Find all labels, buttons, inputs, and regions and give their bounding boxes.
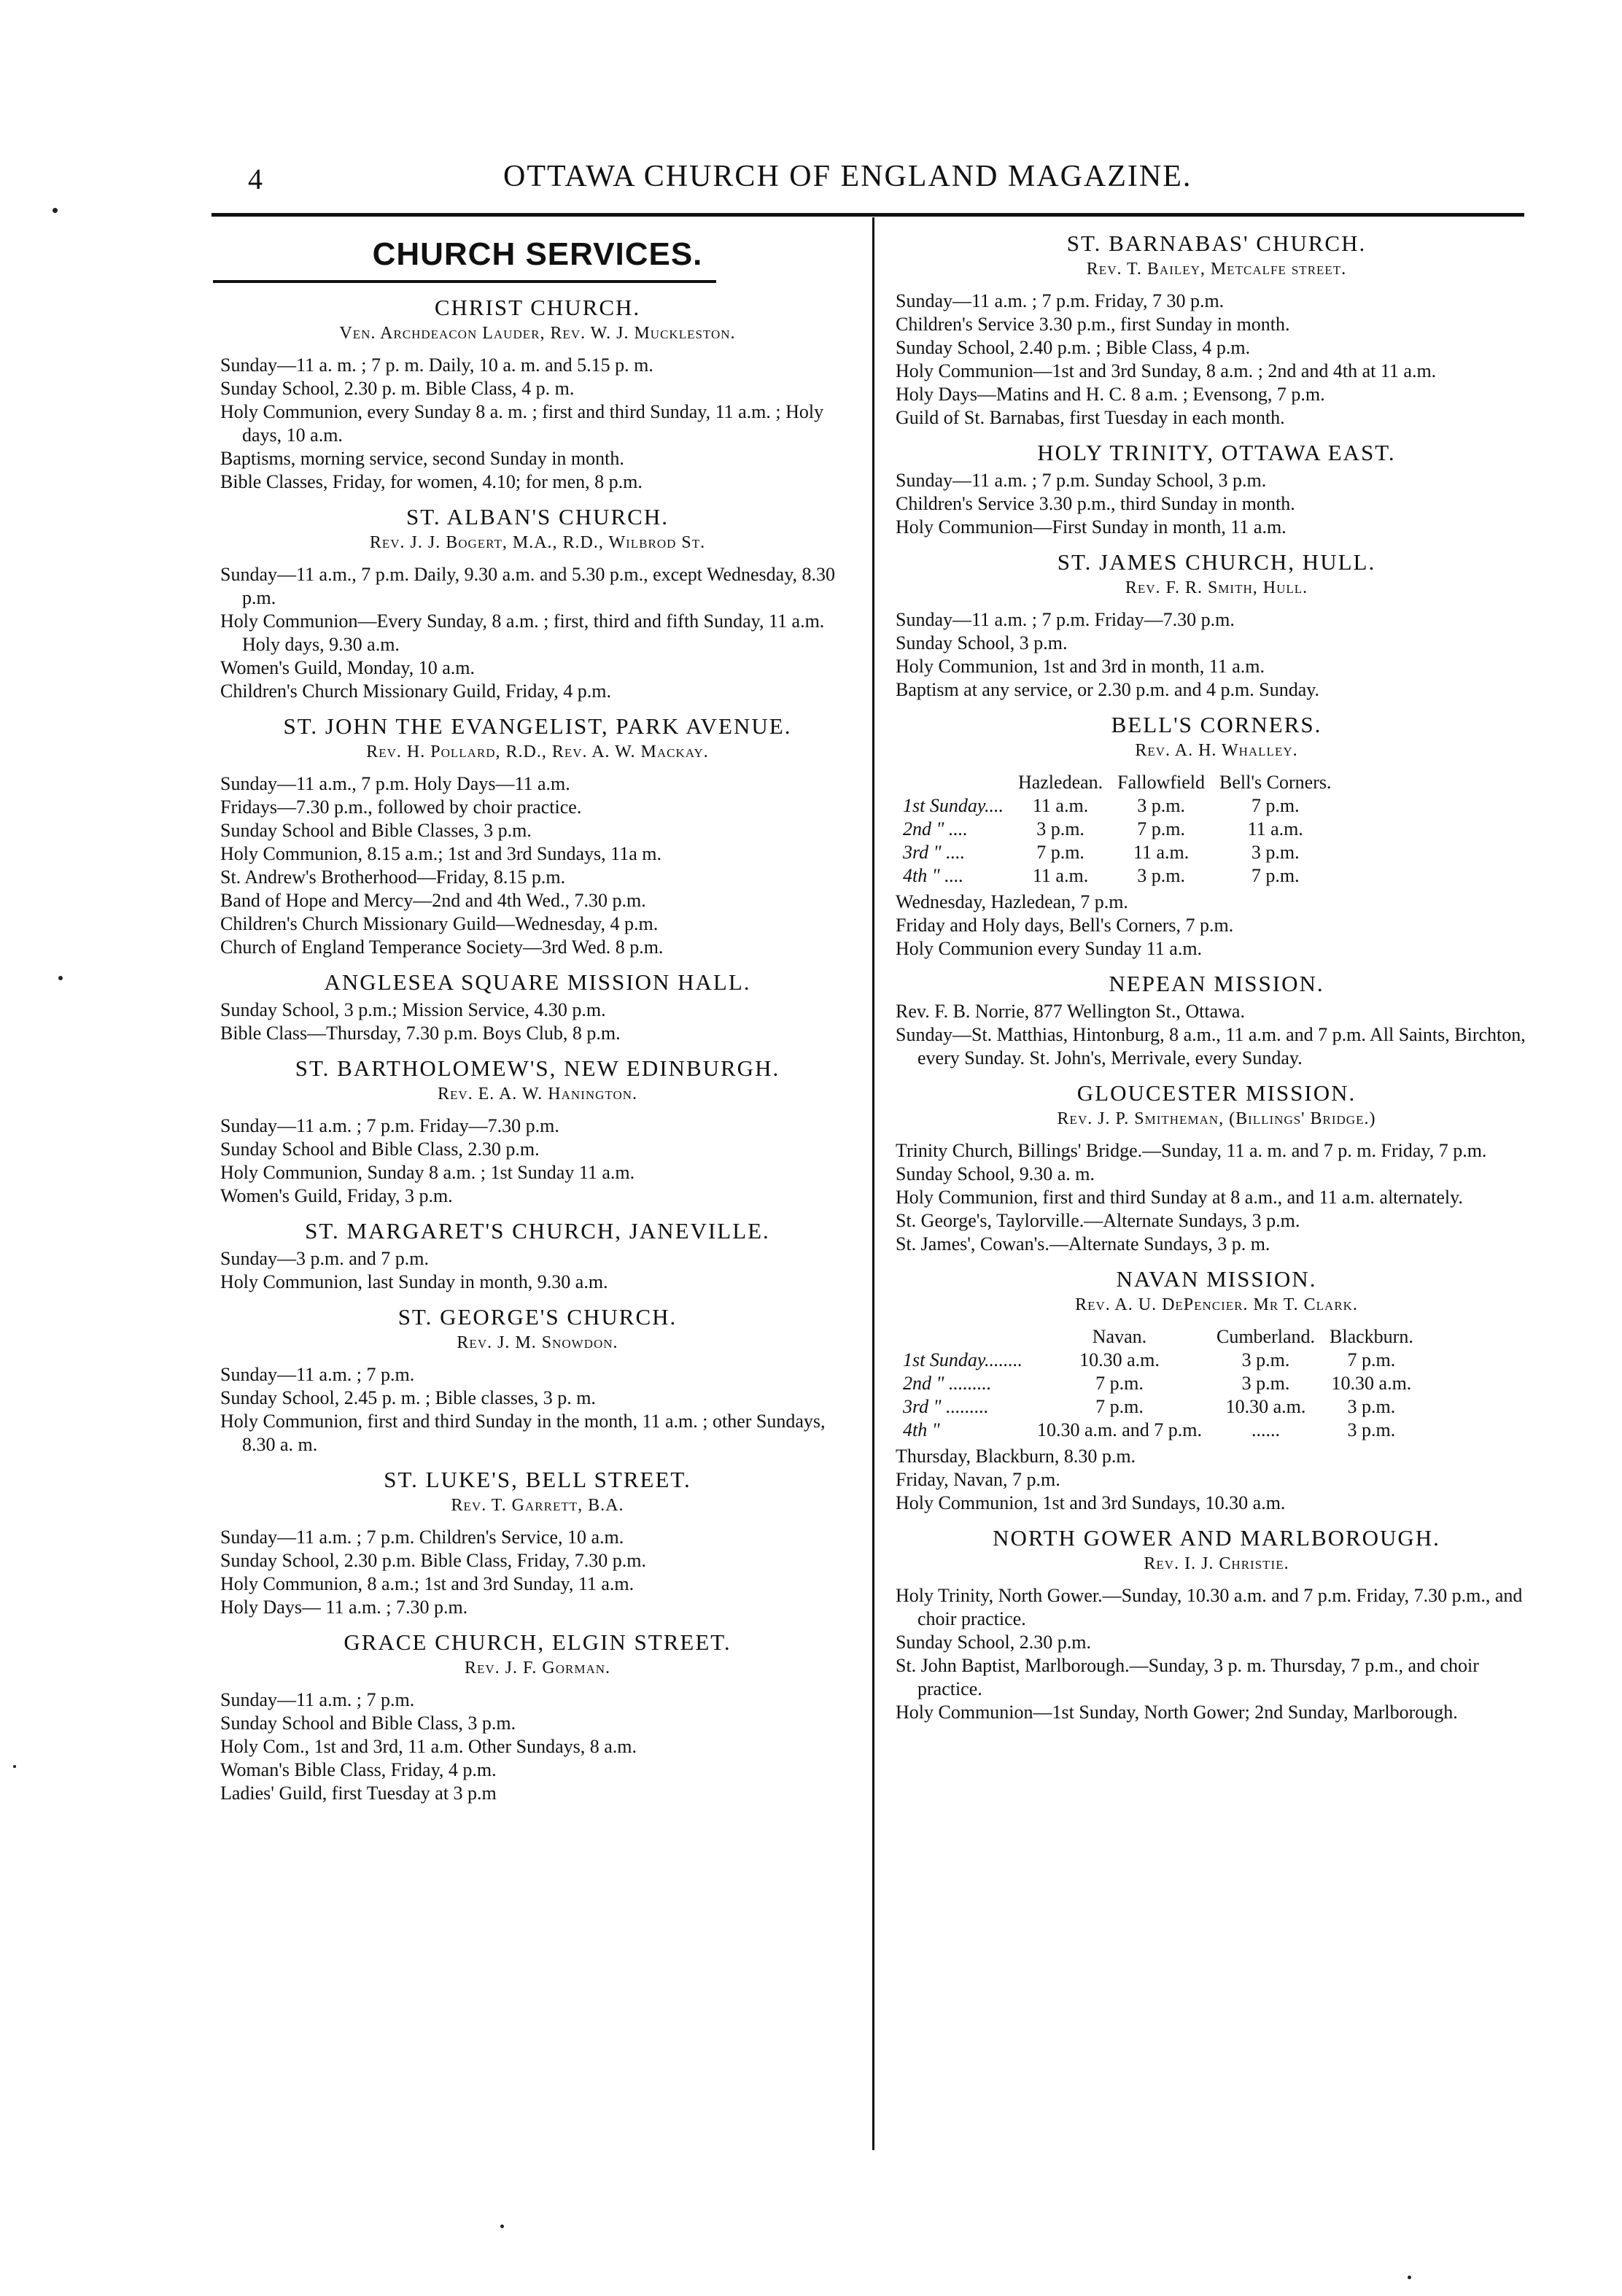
service-line: Sunday School, 2.40 p.m. ; Bible Class, 4 p.m. <box>896 337 1251 358</box>
section-title: GLOUCESTER MISSION. <box>1076 1080 1357 1106</box>
service-lines <box>213 563 862 703</box>
scan-speck <box>58 976 63 980</box>
service-line: Friday, Navan, 7 p.m. <box>896 1469 1060 1490</box>
service-line: Holy Communion—1st and 3rd Sunday, 8 a.m. ; 2nd and 4th at 11 a.m. <box>896 360 1437 381</box>
service-line: Sunday—11 a.m. ; 7 p.m. Friday—7.30 p.m. <box>896 609 1235 630</box>
service-line: St. George's, Taylorville.—Alternate Sundays, 3 p.m. <box>896 1210 1300 1231</box>
section-clergy: Rev. H. Pollard, R.D., Rev. A. W. Mackay. <box>366 742 709 761</box>
service-line: Band of Hope and Mercy—2nd and 4th Wed., 7.30 p.m. <box>220 890 646 911</box>
schedule-header-row <box>896 1325 1421 1349</box>
schedule-time: 3 p.m. <box>1251 842 1300 863</box>
schedule-row <box>896 841 1338 864</box>
service-line: Holy Communion—1st Sunday, North Gower; 2nd Sunday, Marlborough. <box>896 1702 1458 1723</box>
section-title: NORTH GOWER AND MARLBOROUGH. <box>993 1525 1440 1551</box>
service-line: Children's Church Missionary Guild—Wednesday, 4 p.m. <box>220 913 659 934</box>
schedule-day: 1st Sunday.... <box>903 795 1004 816</box>
section-clergy: Rev. T. Bailey, Metcalfe street. <box>1086 260 1347 279</box>
section-title: ANGLESEA SQUARE MISSION HALL. <box>324 969 751 995</box>
section-clergy: Rev. T. Garrett, B.A. <box>451 1496 624 1515</box>
service-lines <box>213 354 862 494</box>
schedule-time: 3 p.m. <box>1137 865 1185 886</box>
schedule-day: 4th " .... <box>903 865 964 886</box>
section-title: HOLY TRINITY, OTTAWA EAST. <box>1037 440 1396 465</box>
section-clergy: Rev. I. J. Christie. <box>1144 1554 1289 1573</box>
service-lines <box>888 469 1545 539</box>
north-gower-section <box>888 1525 1545 1724</box>
section-clergy: Rev. J. J. Bogert, M.A., R.D., Wilbrod St. <box>369 533 706 552</box>
service-line: Women's Guild, Monday, 10 a.m. <box>220 657 475 678</box>
service-line: Sunday—11 a.m., 7 p.m. Daily, 9.30 a.m. and 5.30 p.m., except Wednesday, 8.30 p.m. <box>220 564 836 608</box>
schedule-time: 11 a.m. <box>1133 842 1190 863</box>
gloucester-lines <box>888 1139 1545 1256</box>
schedule-column-header: Cumberland. <box>1216 1326 1316 1347</box>
service-line: Holy Communion, 1st and 3rd Sundays, 10.30 a.m. <box>896 1492 1286 1513</box>
schedule-header-row <box>896 771 1338 794</box>
section-title: ST. JOHN THE EVANGELIST, PARK AVENUE. <box>283 713 792 739</box>
service-lines <box>213 1114 862 1208</box>
service-line: St. John Baptist, Marlborough.—Sunday, 3 p. m. Thursday, 7 p.m., and choir practice. <box>896 1655 1479 1699</box>
service-line: Church of England Temperance Society—3rd Wed. 8 p.m. <box>220 936 664 958</box>
schedule-column-header: Fallowfield <box>1117 772 1206 793</box>
schedule-row <box>896 818 1338 841</box>
church-section <box>213 1055 862 1208</box>
left-column <box>213 226 862 1815</box>
schedule-time: 3 p.m. <box>1347 1419 1396 1440</box>
service-line: Holy Communion every Sunday 11 a.m. <box>896 938 1203 959</box>
scan-speck <box>1408 2276 1411 2279</box>
section-clergy: Rev. J. P. Smitheman, (Billings' Bridge.) <box>1057 1109 1376 1128</box>
schedule-day: 3rd " ......... <box>903 1396 989 1417</box>
service-lines <box>213 998 862 1045</box>
church-section <box>213 1629 862 1805</box>
schedule-row <box>896 1419 1421 1442</box>
schedule-column-header: Navan. <box>1092 1326 1147 1347</box>
navan-schedule <box>896 1325 1421 1442</box>
schedule-time: 7 p.m. <box>1095 1396 1144 1417</box>
service-line: Bible Classes, Friday, for women, 4.10; for men, 8 p.m. <box>220 471 643 492</box>
service-line: Rev. F. B. Norrie, 877 Wellington St., Ottawa. <box>896 1001 1245 1022</box>
service-line: Children's Service 3.30 p.m., third Sunday in month. <box>896 493 1295 514</box>
section-clergy: Rev. J. F. Gorman. <box>464 1659 611 1678</box>
church-section <box>213 969 862 1045</box>
left-sections <box>213 295 862 1805</box>
service-line: Sunday—11 a.m. ; 7 p.m. <box>220 1689 415 1710</box>
header-rule <box>212 213 1524 217</box>
service-line: Holy Communion—First Sunday in month, 11 a.m. <box>896 516 1287 538</box>
schedule-time: 10.30 a.m. <box>1079 1349 1160 1370</box>
service-line: Ladies' Guild, first Tuesday at 3 p.m <box>220 1783 497 1804</box>
service-line: Holy Days— 11 a.m. ; 7.30 p.m. <box>220 1597 468 1618</box>
service-line: Sunday—3 p.m. and 7 p.m. <box>220 1248 429 1269</box>
bells-corners-schedule <box>896 771 1338 888</box>
service-line: Sunday—11 a.m. ; 7 p.m. Friday—7.30 p.m. <box>220 1115 559 1136</box>
service-line: Women's Guild, Friday, 3 p.m. <box>220 1185 453 1206</box>
church-section <box>213 1467 862 1619</box>
service-line: Holy Days—Matins and H. C. 8 a.m. ; Evensong, 7 p.m. <box>896 384 1325 405</box>
schedule-row <box>896 864 1338 888</box>
service-line: Sunday School, 2.45 p. m. ; Bible classes, 3 p. m. <box>220 1387 596 1408</box>
service-line: Holy Communion, first and third Sunday in the month, 11 a.m. ; other Sundays, 8.30 a. m. <box>220 1411 826 1455</box>
service-line: Bible Class—Thursday, 7.30 p.m. Boys Club, 8 p.m. <box>220 1023 621 1044</box>
schedule-time: 3 p.m. <box>1036 818 1084 839</box>
service-line: Holy Communion—Every Sunday, 8 a.m. ; first, third and fifth Sunday, 11 a.m. Holy days, 9.30 a.m. <box>220 610 825 655</box>
schedule-row <box>896 794 1338 818</box>
schedule-time: ...... <box>1252 1419 1280 1440</box>
church-section <box>213 713 862 959</box>
service-line: Woman's Bible Class, Friday, 4 p.m. <box>220 1759 497 1780</box>
navan-section <box>888 1266 1545 1515</box>
service-line: Sunday School, 2.30 p.m. <box>896 1632 1091 1653</box>
section-clergy: Rev. A. U. DePencier. Mr T. Clark. <box>1075 1295 1358 1314</box>
section-title: ST. GEORGE'S CHURCH. <box>397 1304 678 1330</box>
service-line: Holy Com., 1st and 3rd, 11 a.m. Other Sundays, 8 a.m. <box>220 1736 637 1757</box>
service-line: Holy Communion, last Sunday in month, 9.30 a.m. <box>220 1271 608 1292</box>
schedule-row <box>896 1349 1421 1372</box>
service-line: Sunday School and Bible Class, 3 p.m. <box>220 1713 516 1734</box>
right-sections <box>888 230 1545 702</box>
service-lines <box>213 1526 862 1619</box>
schedule-day: 2nd " .... <box>903 818 968 839</box>
service-line: Friday and Holy days, Bell's Corners, 7 p.m. <box>896 915 1234 936</box>
schedule-column-header: Blackburn. <box>1330 1326 1413 1347</box>
schedule-row <box>896 1395 1421 1419</box>
church-section <box>213 295 862 494</box>
schedule-time: 7 p.m. <box>1251 795 1300 816</box>
schedule-column-header: Bell's Corners. <box>1219 772 1332 793</box>
section-clergy: Ven. Archdeacon Lauder, Rev. W. J. Muckleston. <box>339 324 736 343</box>
service-line: Fridays—7.30 p.m., followed by choir practice. <box>220 796 582 818</box>
schedule-time: 3 p.m. <box>1241 1373 1290 1394</box>
section-clergy: Rev. E. A. W. Hanington. <box>437 1085 638 1104</box>
schedule-day: 1st Sunday........ <box>903 1349 1023 1370</box>
navan-lines <box>888 1445 1545 1515</box>
section-title: CHRIST CHURCH. <box>434 295 641 320</box>
service-line: Baptisms, morning service, second Sunday in month. <box>220 448 624 469</box>
section-clergy: Rev. A. H. Whalley. <box>1135 741 1298 760</box>
section-title: ST. BARTHOLOMEW'S, NEW EDINBURGH. <box>295 1055 780 1081</box>
schedule-column-header <box>896 1325 1030 1349</box>
service-line: Holy Communion, first and third Sunday at 8 a.m., and 11 a.m. alternately. <box>896 1187 1463 1208</box>
section-title: GRACE CHURCH, ELGIN STREET. <box>344 1629 732 1655</box>
bells-corners-lines <box>888 891 1545 961</box>
schedule-time: 7 p.m. <box>1036 842 1084 863</box>
service-lines <box>213 1247 862 1294</box>
service-line: Baptism at any service, or 2.30 p.m. and 4 p.m. Sunday. <box>896 679 1320 700</box>
section-title: ST. BARNABAS' CHURCH. <box>1066 230 1367 256</box>
schedule-time: 7 p.m. <box>1251 865 1300 886</box>
nepean-section <box>888 971 1545 1070</box>
church-section <box>888 549 1545 702</box>
scan-speck <box>13 1765 16 1768</box>
column-divider <box>872 217 874 2150</box>
schedule-time: 3 p.m. <box>1347 1396 1396 1417</box>
church-section <box>888 230 1545 430</box>
schedule-time: 10.30 a.m. <box>1331 1373 1412 1394</box>
service-line: Sunday School and Bible Class, 2.30 p.m. <box>220 1139 540 1160</box>
service-line: Sunday School, 9.30 a. m. <box>896 1163 1095 1184</box>
schedule-time: 3 p.m. <box>1137 795 1185 816</box>
service-line: Holy Trinity, North Gower.—Sunday, 10.30 a.m. and 7 p.m. Friday, 7.30 p.m., and choir practice. <box>896 1585 1523 1629</box>
section-title: ST. LUKE'S, BELL STREET. <box>384 1467 691 1492</box>
magazine-title: OTTAWA CHURCH OF ENGLAND MAGAZINE. <box>503 160 1192 193</box>
service-line: Guild of St. Barnabas, first Tuesday in each month. <box>896 407 1285 428</box>
scan-speck <box>500 2225 504 2228</box>
schedule-time: 10.30 a.m. and 7 p.m. <box>1036 1419 1202 1440</box>
schedule-time: 11 a.m. <box>1247 818 1303 839</box>
service-line: Holy Communion, 8.15 a.m.; 1st and 3rd Sundays, 11a m. <box>220 843 661 864</box>
church-section <box>888 440 1545 539</box>
schedule-time: 7 p.m. <box>1095 1373 1144 1394</box>
service-line: Holy Communion, 8 a.m.; 1st and 3rd Sunday, 11 a.m. <box>220 1573 635 1594</box>
service-line: Sunday School, 3 p.m.; Mission Service, 4.30 p.m. <box>220 999 606 1020</box>
nepean-lines <box>888 1000 1545 1070</box>
schedule-time: 3 p.m. <box>1241 1349 1290 1370</box>
service-line: Sunday—11 a.m., 7 p.m. Holy Days—11 a.m. <box>220 773 570 794</box>
service-line: Trinity Church, Billings' Bridge.—Sunday, 11 a. m. and 7 p. m. Friday, 7 p.m. <box>896 1140 1487 1161</box>
section-title: NAVAN MISSION. <box>1116 1266 1317 1292</box>
service-line: Sunday—11 a.m. ; 7 p.m. Friday, 7 30 p.m. <box>896 290 1225 311</box>
schedule-day: 4th " <box>903 1419 940 1440</box>
service-lines <box>213 1688 862 1805</box>
section-title: BELL'S CORNERS. <box>1111 712 1322 737</box>
service-line: Holy Communion, 1st and 3rd in month, 11 a.m. <box>896 656 1265 677</box>
church-section <box>213 1304 862 1457</box>
service-line: Sunday—11 a.m. ; 7 p.m. <box>220 1364 415 1385</box>
service-line: Sunday—St. Matthias, Hintonburg, 8 a.m., 11 a.m. and 7 p.m. All Saints, Birchton, every Sunday. St. John's, Merrivale, every Sunday. <box>896 1024 1526 1069</box>
service-line: Sunday—11 a.m. ; 7 p.m. Children's Service, 10 a.m. <box>220 1527 624 1548</box>
service-line: Sunday School and Bible Classes, 3 p.m. <box>220 820 532 841</box>
section-clergy: Rev. F. R. Smith, Hull. <box>1125 578 1308 597</box>
page-number: 4 <box>248 163 263 195</box>
service-line: Thursday, Blackburn, 8.30 p.m. <box>896 1446 1136 1467</box>
gloucester-section <box>888 1080 1545 1256</box>
service-lines <box>213 772 862 959</box>
service-lines <box>213 1363 862 1457</box>
main-heading: CHURCH SERVICES. <box>372 236 703 272</box>
north-gower-lines <box>888 1584 1545 1724</box>
section-title: ST. JAMES CHURCH, HULL. <box>1057 549 1376 575</box>
schedule-time: 7 p.m. <box>1347 1349 1396 1370</box>
service-line: Sunday School, 3 p.m. <box>896 632 1068 653</box>
schedule-day: 2nd " ......... <box>903 1373 992 1394</box>
service-line: Children's Church Missionary Guild, Friday, 4 p.m. <box>220 680 611 702</box>
schedule-time: 11 a.m. <box>1032 795 1089 816</box>
church-section <box>213 1218 862 1294</box>
section-title: ST. ALBAN'S CHURCH. <box>406 504 669 530</box>
scan-speck <box>53 208 58 213</box>
church-section <box>213 504 862 703</box>
main-heading-rule <box>213 280 716 283</box>
service-line: Wednesday, Hazledean, 7 p.m. <box>896 891 1128 912</box>
service-lines <box>888 608 1545 702</box>
section-clergy: Rev. J. M. Snowdon. <box>457 1333 618 1352</box>
bells-corners-section <box>888 712 1545 961</box>
service-line: St. Andrew's Brotherhood—Friday, 8.15 p.m. <box>220 866 566 888</box>
service-line: St. James', Cowan's.—Alternate Sundays, 3 p. m. <box>896 1233 1270 1254</box>
service-line: Sunday—11 a. m. ; 7 p. m. Daily, 10 a. m. and 5.15 p. m. <box>220 354 653 376</box>
service-lines <box>888 290 1545 430</box>
service-line: Sunday School, 2.30 p.m. Bible Class, Friday, 7.30 p.m. <box>220 1550 647 1571</box>
section-title: NEPEAN MISSION. <box>1109 971 1324 996</box>
schedule-time: 10.30 a.m. <box>1225 1396 1306 1417</box>
schedule-column-header: Hazledean. <box>1017 772 1103 793</box>
schedule-time: 11 a.m. <box>1032 865 1089 886</box>
section-title: ST. MARGARET'S CHURCH, JANEVILLE. <box>305 1218 770 1244</box>
service-line: Sunday—11 a.m. ; 7 p.m. Sunday School, 3 p.m. <box>896 470 1267 491</box>
schedule-time: 7 p.m. <box>1137 818 1185 839</box>
schedule-row <box>896 1372 1421 1395</box>
service-line: Holy Communion, Sunday 8 a.m. ; 1st Sunday 11 a.m. <box>220 1162 635 1183</box>
service-line: Children's Service 3.30 p.m., first Sunday in month. <box>896 314 1290 335</box>
schedule-day: 3rd " .... <box>903 842 966 863</box>
service-line: Sunday School, 2.30 p. m. Bible Class, 4 p. m. <box>220 378 575 399</box>
right-column <box>888 226 1545 1734</box>
schedule-column-header <box>896 771 1011 794</box>
service-line: Holy Communion, every Sunday 8 a. m. ; first and third Sunday, 11 a.m. ; Holy days, 10 a.m. <box>220 401 824 446</box>
